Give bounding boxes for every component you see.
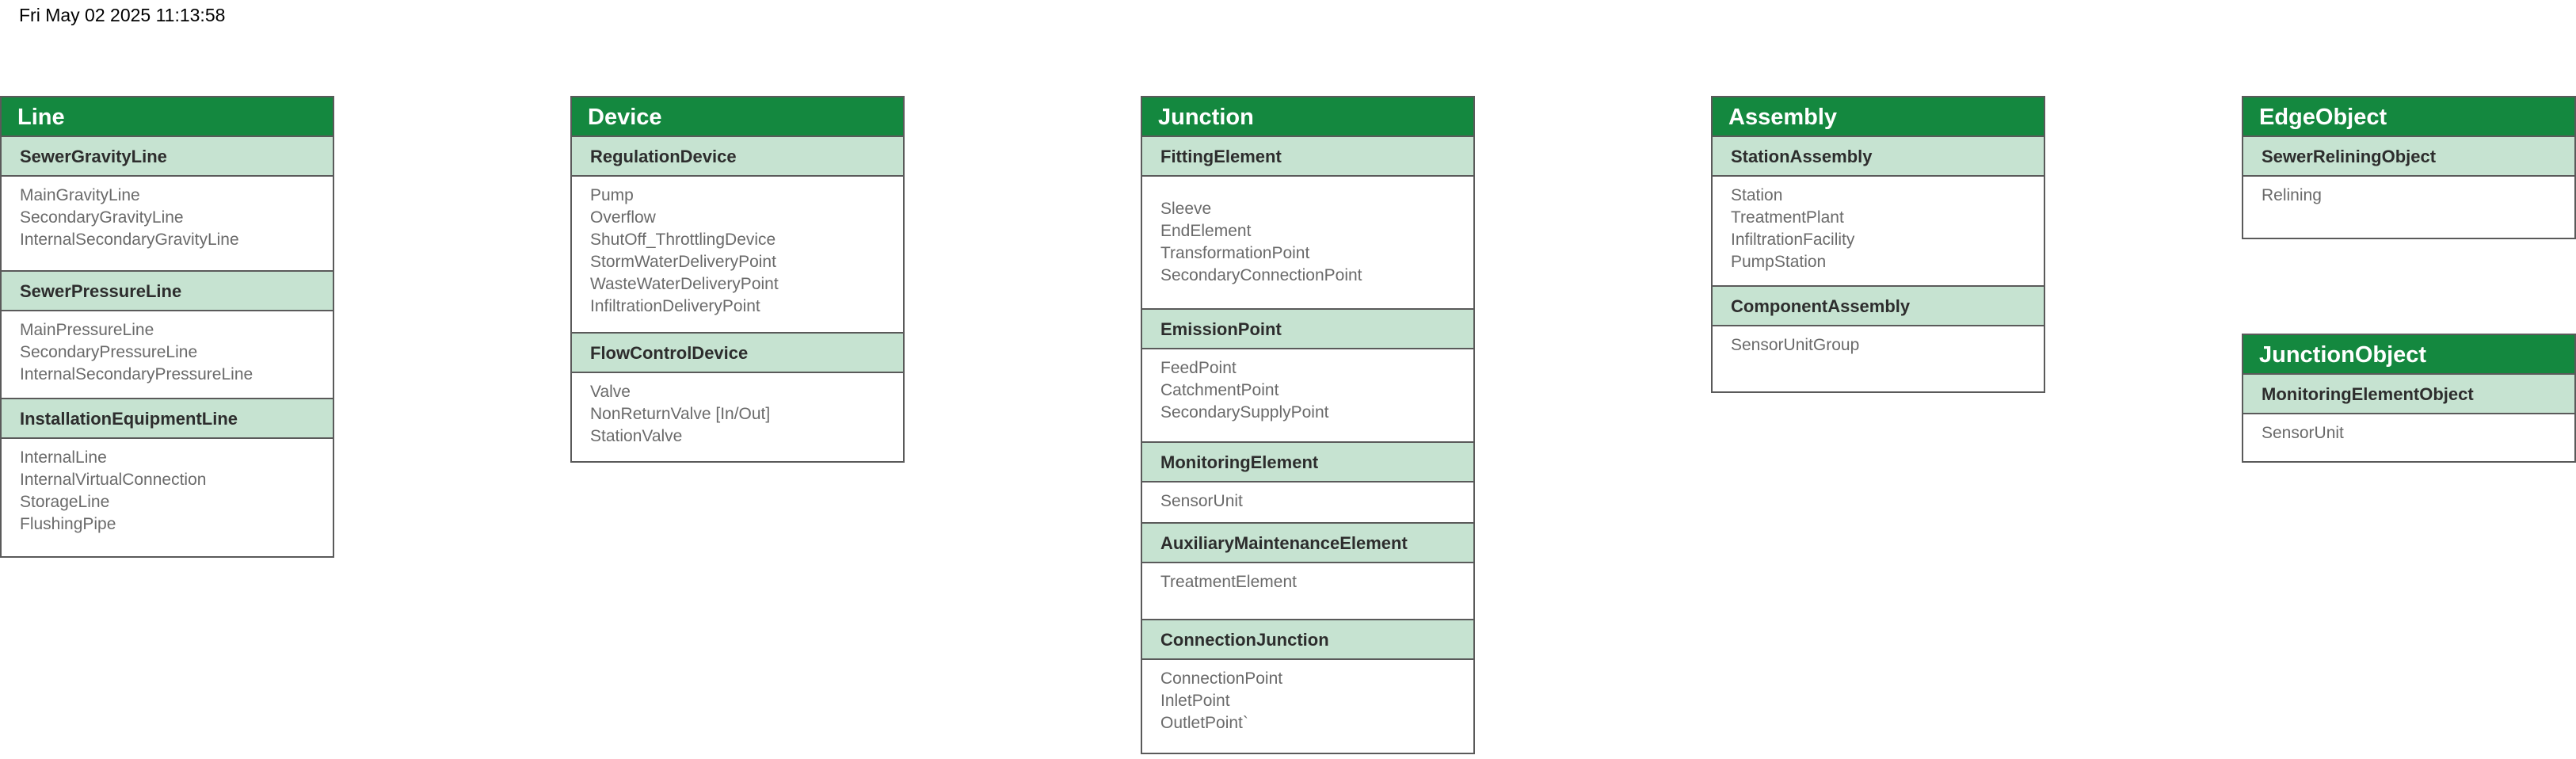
list-item: InfiltrationFacility: [1731, 231, 1855, 249]
section-items: [2, 177, 333, 272]
list-item: InternalLine: [20, 448, 107, 467]
box-junction: [1141, 96, 1475, 754]
list-item: Valve: [590, 383, 631, 401]
list-item: CatchmentPoint: [1160, 381, 1279, 399]
list-item: WasteWaterDeliveryPoint: [590, 275, 779, 293]
list-item: TransformationPoint: [1160, 244, 1310, 262]
section-items: [1142, 177, 1473, 310]
list-item: SecondaryConnectionPoint: [1160, 266, 1362, 284]
section-header: ComponentAssembly: [1713, 287, 2044, 326]
list-item: EndElement: [1160, 222, 1252, 240]
box-title: JunctionObject: [2243, 335, 2574, 375]
list-item: StormWaterDeliveryPoint: [590, 253, 776, 271]
timestamp: Fri May 02 2025 11:13:58: [19, 5, 226, 25]
section-header: FlowControlDevice: [572, 334, 903, 373]
section-header: MonitoringElementObject: [2243, 375, 2574, 414]
list-item: SecondaryGravityLine: [20, 208, 184, 227]
section-header: ConnectionJunction: [1142, 620, 1473, 660]
list-item: SecondaryPressureLine: [20, 343, 198, 361]
section-header: SewerPressureLine: [2, 272, 333, 311]
section-items: [1142, 482, 1473, 524]
section-header: StationAssembly: [1713, 137, 2044, 177]
list-item: Sleeve: [1160, 200, 1212, 218]
section-items: [1713, 326, 2044, 357]
list-item: SecondarySupplyPoint: [1160, 403, 1329, 421]
box-line: [0, 96, 334, 558]
list-item: FeedPoint: [1160, 359, 1237, 377]
list-item: SensorUnit: [1160, 492, 1243, 510]
list-item: Overflow: [590, 208, 656, 227]
box-junctionobject: [2242, 334, 2576, 463]
list-item: SensorUnit: [2262, 424, 2344, 442]
section-items: [1713, 177, 2044, 287]
list-item: MainGravityLine: [20, 186, 140, 204]
section-items: [2, 439, 333, 536]
section-items: [1142, 660, 1473, 734]
section-items: [2, 311, 333, 399]
list-item: InternalVirtualConnection: [20, 471, 207, 489]
box-title: EdgeObject: [2243, 97, 2574, 137]
section-items: [2243, 177, 2574, 207]
section-header: SewerReliningObject: [2243, 137, 2574, 177]
box-title: Junction: [1142, 97, 1473, 137]
box-title: Assembly: [1713, 97, 2044, 137]
list-item: Station: [1731, 186, 1783, 204]
list-item: Pump: [590, 186, 634, 204]
list-item: Relining: [2262, 186, 2322, 204]
list-item: FlushingPipe: [20, 515, 116, 533]
section-items: [572, 177, 903, 334]
list-item: StorageLine: [20, 493, 110, 511]
list-item: MainPressureLine: [20, 321, 154, 339]
section-header: FittingElement: [1142, 137, 1473, 177]
section-header: InstallationEquipmentLine: [2, 399, 333, 439]
box-title: Line: [2, 97, 333, 137]
list-item: InfiltrationDeliveryPoint: [590, 297, 760, 315]
section-items: [2243, 414, 2574, 444]
box-title: Device: [572, 97, 903, 137]
list-item: ConnectionPoint: [1160, 669, 1283, 688]
section-items: [572, 373, 903, 448]
list-item: InletPoint: [1160, 692, 1230, 710]
list-item: NonReturnValve [In/Out]: [590, 405, 771, 423]
section-header: AuxiliaryMaintenanceElement: [1142, 524, 1473, 563]
section-header: RegulationDevice: [572, 137, 903, 177]
list-item: InternalSecondaryPressureLine: [20, 365, 253, 383]
list-item: SensorUnitGroup: [1731, 336, 1860, 354]
box-edgeobject: [2242, 96, 2576, 239]
list-item: StationValve: [590, 427, 683, 445]
section-items: [1142, 349, 1473, 443]
section-header: EmissionPoint: [1142, 310, 1473, 349]
list-item: InternalSecondaryGravityLine: [20, 231, 239, 249]
section-header: SewerGravityLine: [2, 137, 333, 177]
section-items: [1142, 563, 1473, 620]
section-header: MonitoringElement: [1142, 443, 1473, 482]
box-device: [570, 96, 905, 463]
box-assembly: [1711, 96, 2045, 393]
list-item: ShutOff_ThrottlingDevice: [590, 231, 776, 249]
list-item: OutletPoint`: [1160, 714, 1248, 732]
list-item: TreatmentElement: [1160, 573, 1297, 591]
list-item: TreatmentPlant: [1731, 208, 1844, 227]
list-item: PumpStation: [1731, 253, 1827, 271]
